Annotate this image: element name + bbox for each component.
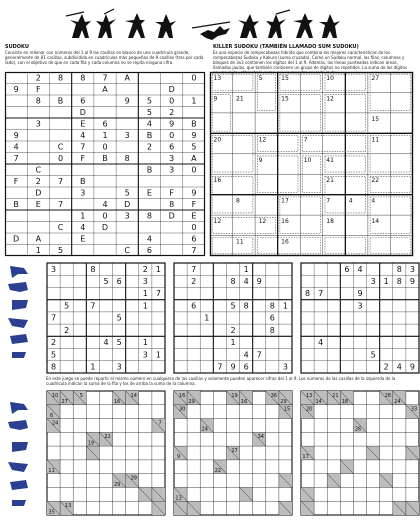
mini-sudoku-cell-value: 6 [191,301,197,311]
kakuro-clue-value: 29 [280,399,287,406]
mini-sudoku-cell-value: 1 [204,313,210,323]
hexadoku-cell-value: B [191,119,197,129]
hexadoku-cell-value: 0 [191,73,197,83]
ninja-header-art [0,8,420,46]
kakuro-clue-value: 14 [130,392,137,399]
kakuro-clue-value: 13 [305,392,313,399]
kakuro-clue-value: 24 [51,420,59,427]
mini-sudoku-cell-value: 5 [64,301,70,311]
mini-sudoku-cell-value: 8 [396,264,402,274]
hexadoku-cell-value: 1 [35,246,41,256]
mini-sudoku-cell-value: 8 [396,277,402,287]
mini-sudoku-cell-value: 7 [191,264,197,274]
kakuro-grid [174,391,292,515]
killer-cage-sum: 11 [371,136,380,144]
kakuro-clue-value: 10 [51,392,59,399]
mini-sudoku-cell-value: 8 [230,277,236,287]
mini-sudoku-cell-value: 7 [217,362,223,372]
kakuro-clue-value: 28 [384,392,391,399]
hexadoku-cell-value: 6 [102,119,108,129]
hexadoku-cell-value: 6 [169,142,175,152]
mini-sudoku-cell-value: 1 [155,264,161,274]
hexadoku-cell-value: B [80,177,86,187]
kakuro-clue-value: 34 [257,434,264,441]
killer-cage-sum: 21 [326,177,334,185]
hexadoku-cell-value: 7 [80,142,86,152]
mini-sudoku-cell-value: 1 [142,289,148,299]
killer-cage-sum: 7 [326,197,331,205]
killer-cage-sum: 14 [371,218,380,226]
kakuro-frame [301,391,419,515]
hexadoku-cell-value: 4 [13,142,19,152]
hexadoku-cell-value: 3 [35,119,41,129]
killer-cage-sum: 16 [281,218,289,226]
hexadoku-cell-value: 3 [124,131,130,141]
hexadoku-cell-value: D [101,223,109,233]
hexadoku-cell-value: D [35,188,42,198]
hexadoku-cell-value: F [191,200,197,210]
killer-cage-sum: 4 [371,197,376,205]
kakuro-clue-value: 6 [49,412,54,419]
kakuro-clue-value: 14 [315,399,322,406]
kakuro-clue-value: 13 [65,503,72,510]
hexadoku-cell-value: 8 [80,73,86,83]
hexadoku-cell-value: E [146,188,152,198]
mini-sudoku-cell-value: 3 [370,277,376,287]
hexadoku-cell-value: 0 [191,223,197,233]
kakuro-clue-value: 29 [188,399,195,406]
kakuro-clue-value: 19 [231,392,238,399]
mini-sudoku-cell-value: 3 [116,362,122,372]
mini-sudoku-cell-value: 7 [51,313,57,323]
mini-sudoku-cell-value: 4 [396,362,402,372]
hexadoku-cell-value: 2 [146,142,152,152]
mini-sudoku-cell-value: 1 [90,362,96,372]
hexadoku-cell-value: 8 [169,200,175,210]
mini-sudoku-cell-value: 2 [383,362,389,372]
hexadoku-cell-value: 3 [80,188,86,198]
killer-cage-sum: 41 [326,156,334,164]
hexadoku-cell-value: 0 [102,211,108,221]
mini-sudoku-cell-value: 2 [51,338,57,348]
hexadoku-cell-value: 4 [80,131,86,141]
kakuro-clue-value: 22 [214,468,222,475]
kakuro-clue-value: 7 [158,420,162,427]
hexadoku-cell-value: 7 [191,246,197,256]
mini-sudoku-cell-value: 4 [357,264,363,274]
mini-sudoku-cell-value: 1 [282,301,288,311]
hexadoku-cell-value: C [124,246,131,256]
hexadoku-cell-value: A [102,85,108,95]
kakuro-clue-value: 17 [302,454,309,461]
mini-sudoku-cell-value: 3 [51,264,57,274]
killer-cage-sum: 16 [281,238,289,246]
sudoku-description: Consiste en rellenar con números del 1 al 9 las casillas en blanco de una cuadrícula grande, generalmente de 81 casillas, subdividida en cuadrículas más pequeñas de 9 casillas (tres por cada lado), con el objetivo de que en cada fila y cada columna no se repita ninguna cifra. [5,50,204,65]
kakuro-clue-value: 16 [178,392,186,399]
hexadoku-cell-value: 3 [124,211,130,221]
hexadoku-cell-value: B [146,131,153,141]
mini-sudoku-cell-value: 3 [357,301,363,311]
hexadoku-cell-value: 4 [146,119,152,129]
hexadoku-cell-value: 0 [191,165,197,175]
hexadoku-grid [5,72,205,256]
kakuro-clue-value: 29 [113,481,121,488]
kakuro-clue-value: 30 [178,406,186,413]
hexadoku-cell-value: 3 [169,165,175,175]
killer-cage-sum: 11 [236,238,244,246]
mini-sudoku-cell-value: 8 [269,301,275,311]
kakuro-clue-value: 27 [61,399,68,406]
kakuro-clue-value: 16 [113,399,121,406]
mini-sudoku-cell-value: 6 [344,264,350,274]
killer-cage-sum: 7 [303,136,308,144]
hexadoku-cell-value: 9 [13,85,19,95]
mini-sudoku-cell-value: 3 [142,277,148,287]
hexadoku-cell-value: 6 [80,96,86,106]
mini-sudoku-grid [47,263,165,373]
killer-cage-sum: 15 [371,115,380,123]
killer-cage-sum: 12 [326,95,334,103]
hexadoku-cell-value: 0 [58,154,64,164]
mini-sudoku-cell-value: 2 [142,264,148,274]
hexadoku-cell-value: A [124,73,130,83]
hexadoku-cell-value: 0 [169,131,175,141]
mini-sudoku-cell-value: 3 [409,264,415,274]
hexadoku-cell-value: 9 [124,96,130,106]
mini-sudoku-cell-value: 9 [256,277,262,287]
hexadoku-cell-value: 4 [146,234,152,244]
hexadoku-cell-value: 8 [58,73,64,83]
kakuro-row [46,390,418,516]
killer-cage-sum: 27 [371,75,380,82]
hexadoku-cell-value: 5 [58,246,64,256]
hexadoku-cell-value: 8 [146,211,152,221]
hexadoku-cell-value: 9 [169,119,175,129]
kakuro-clue-value: 21 [332,392,339,399]
mini-sudoku-cell-value: 5 [370,350,376,360]
hexadoku-cell-value: 7 [13,154,19,164]
mini-sudoku-cell-value: 7 [90,301,96,311]
hexadoku-cell-value: 7 [102,73,108,83]
mini-sudoku-cell-value: 7 [155,289,161,299]
hexadoku-cell-value: 8 [35,96,41,106]
hexadoku-cell-value: 4 [80,223,86,233]
killer-sudoku-grid [210,72,413,256]
mini-sudoku-cell-value: 8 [305,289,311,299]
hexadoku-cell-value: D [79,108,86,118]
hexadoku-cell-value: D [168,85,175,95]
hexadoku-cell-value: B [146,165,153,175]
hexadoku-cell-value: 9 [191,188,197,198]
hexadoku-cell-value: 3 [169,154,175,164]
hexadoku-cell-value: E [191,211,197,221]
hexadoku-cell-value: F [13,177,19,187]
hexadoku-cell-value: 5 [146,96,152,106]
hexadoku-cell-value: C [57,142,64,152]
killer-cage-sum: 8 [236,197,240,205]
killer-cage-sum: 10 [326,75,334,82]
kakuro-clue-value: 27 [231,447,238,454]
killer-title: KILLER SUDOKU (TAMBIÉN LLAMADO SUM SUDOKU) [213,44,359,50]
hexadoku-cell-value: B [13,200,19,210]
kakuro-clue-value: 26 [354,426,362,433]
hexadoku-cell-value: E [80,119,86,129]
kakuro-description: En este juego se puede repartir el mismo número en cualquiera de las casillas y solamente pueden aparecer cifras del 1 al 9. Los números de las casillas de la izquierda de la cuadrícula indican la suma de la fila y los de arriba la suma de la columna. [46,376,396,386]
mini-sudoku-cell-value: 9 [357,289,363,299]
hexadoku-cell-value: A [191,154,197,164]
hexadoku-cell-value: 5 [191,142,197,152]
mini-sudoku-cell-value: 9 [230,362,236,372]
mini-sudoku-cell-value: 2 [191,277,197,287]
mini-sudoku-cell-value: 4 [243,277,249,287]
kakuro-clue-value: 5 [79,392,83,399]
killer-cage-sum: 13 [213,75,222,82]
killer-cage-sum: 20 [213,136,222,144]
killer-cage-sum: 12 [258,218,267,226]
hexadoku-cell-value: C [57,223,64,233]
mini-sudoku-cell-value: 4 [318,338,324,348]
kakuro-clue-value: 39 [130,475,137,482]
hexadoku-cell-value: D [168,211,175,221]
hexadoku-cell-value: 8 [124,154,130,164]
killer-cage-sum: 16 [213,177,222,185]
kakuro-clue-value: 9 [176,454,181,461]
hexadoku-cell-value: 9 [191,131,197,141]
hexadoku-cell-value: 1 [102,131,108,141]
mini-sudoku-cell-value: 6 [243,362,249,372]
killer-cage-sum: 18 [326,218,334,226]
killer-cage-sum: 9 [258,156,263,164]
mini-sudoku-cell-value: 1 [230,338,236,348]
killer-cage-sum: 4 [348,197,353,205]
hexadoku-cell-value: 6 [191,234,197,244]
hexadoku-cell-value: 2 [35,177,41,187]
hexadoku-cell-value: D [13,234,20,244]
killer-cage-sum: 21 [236,95,244,103]
mini-sudoku-cell-value: 2 [230,325,236,335]
kakuro-grid [301,391,419,515]
mini-sudoku-cell-value: 8 [243,301,249,311]
kakuro-clue-value: 19 [87,440,95,447]
mini-sudoku-cell-value: 1 [155,350,161,360]
sudoku-title: SUDOKU [5,44,29,50]
hexadoku-cell-value: B [102,154,108,164]
hexadoku-cell-value: 7 [58,200,64,210]
kakuro-clue-value: 35 [48,509,55,516]
kakuro-clue-value: 24 [201,426,208,433]
hexadoku-cell-value: A [35,234,42,244]
mini-sudoku-cell-value: 5 [116,338,122,348]
ninja-vertical-art-bottom [4,398,36,516]
hexadoku-cell-value: 2 [35,73,41,83]
hexadoku-cell-value: 5 [124,188,130,198]
kakuro-clue-value: 16 [240,399,248,406]
mini-sudoku-cell-value: 6 [269,313,275,323]
killer-cage-sum: 10 [303,156,312,164]
kakuro-clue-value: 15 [283,406,291,413]
mini-sudoku-cell-value: 8 [269,325,275,335]
mini-sudoku-grid [301,263,419,373]
hexadoku-cell-value: B [57,96,64,106]
mini-sudoku-cell-value: 3 [142,350,148,360]
killer-cage-sum: 5 [258,75,263,82]
kakuro-clue-value: 36 [270,392,278,399]
mini-sudoku-cell-value: 9 [409,277,415,287]
mini-sudoku-cell-value: 1 [142,338,148,348]
killer-cage-sum: 22 [371,177,380,185]
hexadoku-cell-value: F [169,188,174,198]
killer-cage-sum: 15 [281,75,289,82]
hexadoku-cell-value: F [80,154,86,164]
hexadoku-cell-value: C [35,165,42,175]
mini-sudoku-cell-value: 1 [142,301,148,311]
hexadoku-cell-value: E [80,234,86,244]
kakuro-clue-value: 22 [104,434,111,441]
hexadoku-cell-value: 6 [146,246,152,256]
kakuro-grid [47,391,165,515]
mini-sudoku-cell-value: 4 [103,338,109,348]
mini-sudoku-cell-value: 5 [103,277,109,287]
kakuro-clue-value: 18 [341,399,349,406]
hexadoku-cell-value: F [36,85,41,95]
mini-sudoku-cell-value: 1 [243,264,249,274]
hexadoku-cell-value: 7 [58,177,64,187]
hexadoku-cell-value: 1 [191,96,197,106]
hexadoku-cell-value: D [124,200,131,210]
hexadoku-cell-value: 9 [13,131,19,141]
mini-sudoku-cell-value: 8 [51,362,57,372]
killer-cage-sum: 15 [281,95,289,103]
mini-sudoku-cell-value: 7 [256,350,262,360]
killer-cage-sum: 9 [213,95,218,103]
mini-sudoku-cell-value: 4 [243,350,249,360]
kakuro-clue-value: 20 [305,406,313,413]
kakuro-clue-value: 33 [410,406,418,413]
hexadoku-cell-value: 1 [80,211,86,221]
mini-sudoku-cell-value: 5 [116,313,122,323]
hexadoku-cell-value: 4 [102,200,108,210]
killer-cage-sum: 17 [281,197,289,205]
mini-sudoku-cell-value: 1 [383,277,389,287]
kakuro-clue-value: 11 [48,468,55,475]
mini-sudoku-grid [174,263,292,373]
hexadoku-cell-value: 0 [169,96,175,106]
ninja-vertical-art-top [4,262,36,362]
mini-sudoku-cell-value: 5 [51,350,57,360]
hexadoku-cell-value: 2 [169,108,175,118]
kakuro-clue-value: 24 [394,399,401,406]
mini-sudoku-cell-value: 3 [282,362,288,372]
hexadoku-cell-value: 5 [146,108,152,118]
kakuro-clue-value: 13 [175,495,182,502]
mini-sudoku-cell-value: 9 [409,362,415,372]
mini-sudoku-row [46,262,418,374]
hexadoku-cell-value: E [35,200,41,210]
mini-sudoku-cell-value: 6 [116,277,122,287]
killer-description: Es una especie de rompecabezas híbrido que combina las mejores características de los rompecabezas Sudoku y Kakuro (suma cruzada). Como un Sudoku normal, las filas, columnas y bloques de 3x3 contienen los dígitos del 1 al 9. Además, las líneas punteadas indican áreas, llamadas jaulas, que también contienen un grupo de dígitos no repetidos. La suma de los dígitos [213,50,408,70]
mini-sudoku-cell-value: 8 [90,264,96,274]
hexadoku-cell-value: 0 [102,142,108,152]
mini-sudoku-cell-value: 7 [318,289,324,299]
mini-sudoku-cell-value: 5 [230,301,236,311]
killer-cage-sum: 12 [258,136,267,144]
killer-cage-sum: 12 [213,218,222,226]
mini-sudoku-cell-value: 2 [64,325,70,335]
